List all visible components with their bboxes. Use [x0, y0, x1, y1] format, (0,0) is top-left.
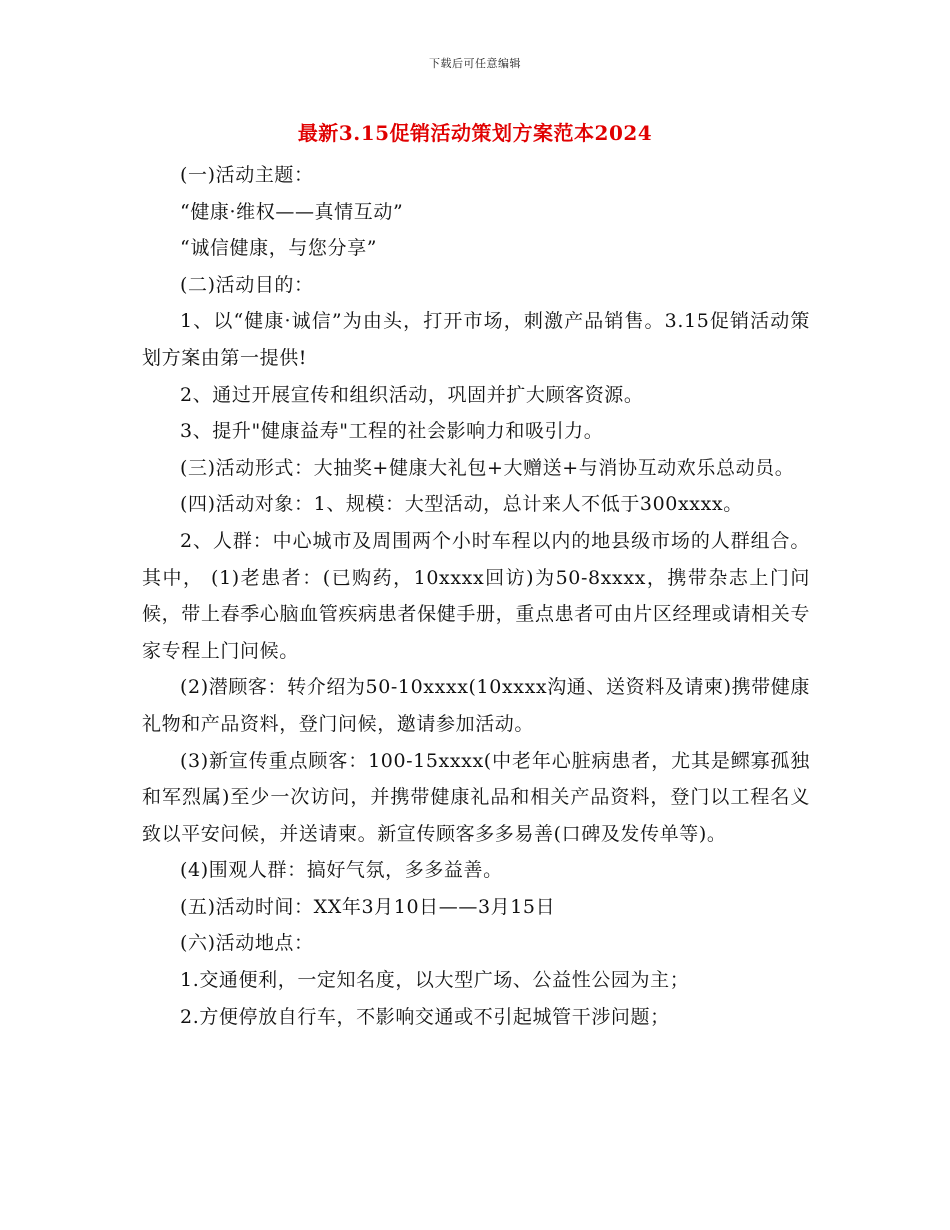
document-body — [142, 157, 810, 1035]
paragraph-location-2: 2.方便停放自行车，不影响交通或不引起城管干涉问题； — [180, 1005, 670, 1028]
paragraph-theme-slogan-2: “诚信健康，与您分享” — [180, 237, 378, 260]
document-title: 最新3.15促销活动策划方案范本2024 — [297, 121, 653, 145]
paragraph-audience-scale: (四)活动对象：1、规模：大型活动，总计来人不低于300xxxx。 — [180, 493, 743, 516]
paragraph-onlookers: (4)围观人群：搞好气氛，多多益善。 — [180, 859, 503, 882]
paragraph-purpose-heading: (二)活动目的： — [180, 273, 314, 296]
paragraph-potential-customers: (2)潜顾客：转介绍为50-10xxxx(10xxxx沟通、送资料及请柬)携带健康礼物和产品资料，登门问候，邀请参加活动。 — [142, 676, 811, 735]
paragraph-audience-groups: 2、人群：中心城市及周围两个小时车程以内的地县级市场的人群组合。其中， (1)老患者：(已购药，10xxxx回访)为50-8xxxx，携带杂志上门问候，带上春季心脑血管疾病患者保健手册，重点患者可由片区经理或请相关专家专程上门问候。 — [142, 529, 810, 662]
paragraph-location-heading: (六)活动地点： — [180, 932, 314, 955]
paragraph-purpose-3: 3、提升"健康益寿"工程的社会影响力和吸引力。 — [180, 420, 604, 443]
header-note: 下载后可任意编辑 — [429, 57, 521, 70]
paragraph-format: (三)活动形式：大抽奖+健康大礼包+大赠送+与消协互动欢乐总动员。 — [180, 456, 795, 479]
paragraph-time: (五)活动时间：XX年3月10日——3月15日 — [180, 895, 556, 918]
paragraph-new-customers: (3)新宣传重点顾客：100-15xxxx(中老年心脏病患者，尤其是鳏寡孤独和军烈属)至少一次访问，并携带健康礼品和相关产品资料，登门以工程名义致以平安问候，并送请柬。新宣传顾客多多易善(口碑及发传单等)。 — [142, 749, 810, 845]
paragraph-theme-slogan-1: “健康·维权——真情互动” — [180, 200, 404, 223]
paragraph-theme-heading: (一)活动主题： — [180, 164, 314, 186]
paragraph-purpose-1: 1、以“健康·诚信”为由头，打开市场，刺激产品销售。3.15促销活动策划方案由第一提供! — [142, 310, 810, 369]
paragraph-purpose-2: 2、通过开展宣传和组织活动，巩固并扩大顾客资源。 — [180, 383, 644, 406]
paragraph-location-1: 1.交通便利，一定知名度，以大型广场、公益性公园为主； — [180, 969, 690, 992]
